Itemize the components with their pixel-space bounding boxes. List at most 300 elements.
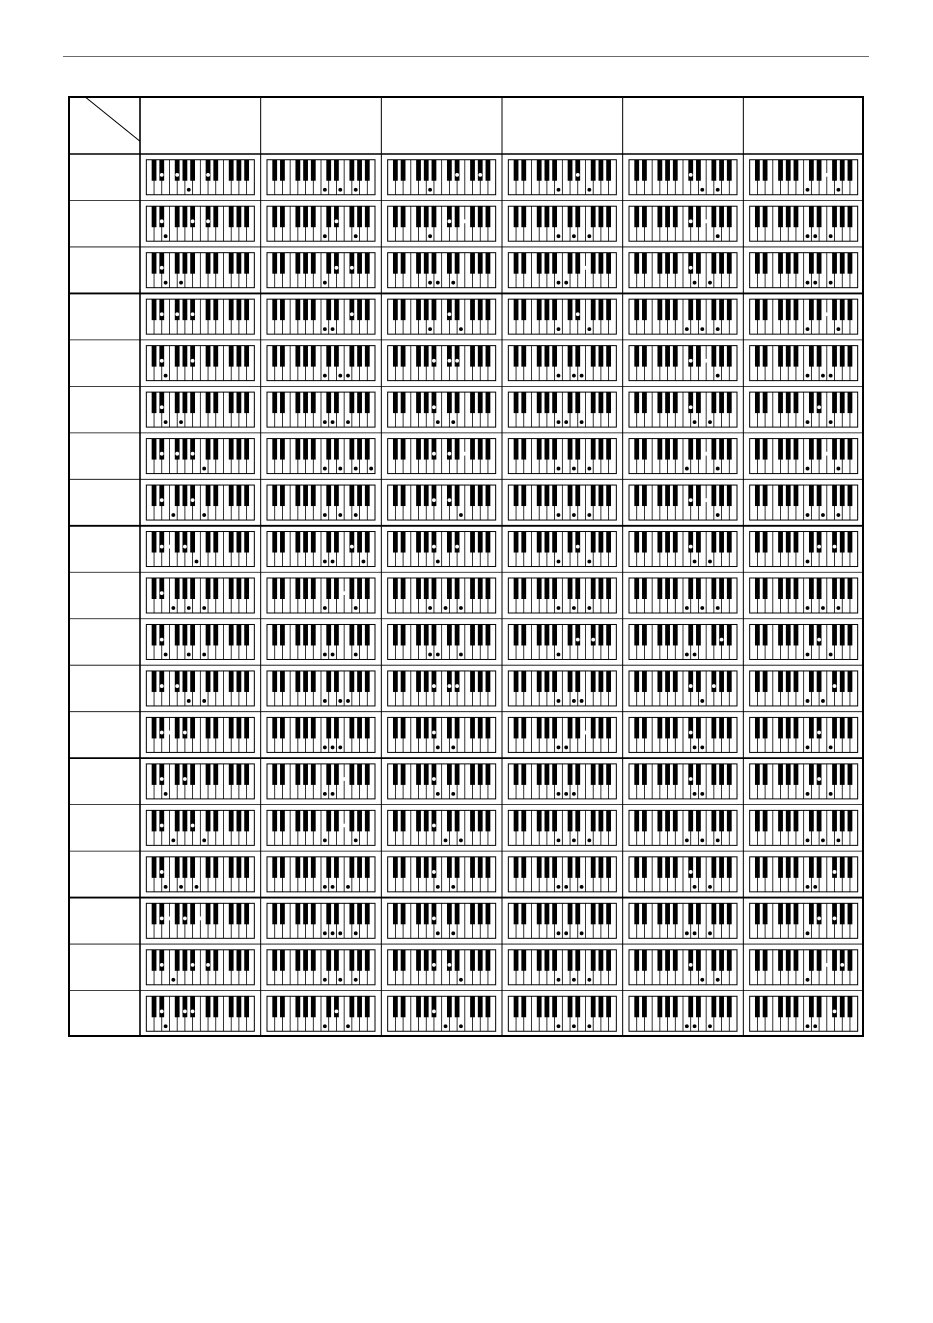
- chord-note-dot: [806, 606, 810, 610]
- black-key: [719, 532, 724, 553]
- chord-note-dot: [459, 606, 463, 610]
- black-key: [817, 950, 822, 971]
- black-key: [244, 253, 249, 274]
- black-key: [432, 857, 437, 878]
- black-key: [848, 392, 853, 413]
- black-key: [334, 439, 339, 460]
- black-key: [568, 206, 573, 227]
- black-key: [237, 392, 242, 413]
- black-key: [229, 717, 234, 738]
- black-key: [447, 392, 452, 413]
- black-key: [159, 857, 164, 878]
- black-key: [470, 392, 475, 413]
- black-key: [432, 717, 437, 738]
- chord-note-dot: [447, 684, 451, 688]
- black-key: [840, 532, 845, 553]
- black-key: [447, 532, 452, 553]
- black-key: [401, 160, 406, 181]
- black-key: [470, 717, 475, 738]
- black-key: [665, 299, 670, 320]
- black-key: [455, 485, 460, 506]
- black-key: [432, 485, 437, 506]
- black-key: [272, 903, 277, 924]
- black-key: [159, 160, 164, 181]
- chord-note-dot: [428, 327, 432, 331]
- black-key: [159, 346, 164, 367]
- black-key: [365, 160, 370, 181]
- black-key: [665, 624, 670, 645]
- chord-note-dot: [564, 792, 568, 796]
- black-key: [545, 578, 550, 599]
- black-key: [393, 485, 398, 506]
- black-key: [696, 810, 701, 831]
- black-key: [545, 624, 550, 645]
- black-key: [486, 160, 491, 181]
- black-key: [206, 392, 211, 413]
- black-key: [711, 532, 716, 553]
- black-key: [237, 671, 242, 692]
- chord-note-dot: [432, 498, 436, 502]
- black-key: [809, 903, 814, 924]
- black-key: [696, 903, 701, 924]
- black-key: [401, 624, 406, 645]
- black-key: [809, 578, 814, 599]
- black-key: [794, 346, 799, 367]
- black-key: [591, 810, 596, 831]
- black-key: [575, 764, 580, 785]
- black-key: [295, 206, 300, 227]
- black-key: [606, 717, 611, 738]
- chord-note-dot: [164, 374, 168, 378]
- black-key: [575, 392, 580, 413]
- black-key: [295, 346, 300, 367]
- black-key: [719, 903, 724, 924]
- black-key: [229, 903, 234, 924]
- chord-note-dot: [323, 746, 327, 750]
- black-key: [591, 624, 596, 645]
- black-key: [688, 253, 693, 274]
- black-key: [809, 810, 814, 831]
- black-key: [229, 299, 234, 320]
- black-key: [183, 671, 188, 692]
- chord-note-dot: [587, 513, 591, 517]
- chord-note-dot: [700, 792, 704, 796]
- black-key: [763, 764, 768, 785]
- black-key: [809, 996, 814, 1017]
- black-key: [206, 996, 211, 1017]
- black-key: [486, 950, 491, 971]
- black-key: [545, 253, 550, 274]
- black-key: [416, 299, 421, 320]
- chord-note-dot: [331, 746, 335, 750]
- black-key: [568, 485, 573, 506]
- black-key: [665, 671, 670, 692]
- black-key: [326, 532, 331, 553]
- black-key: [401, 717, 406, 738]
- black-key: [727, 857, 732, 878]
- black-key: [447, 624, 452, 645]
- black-key: [334, 671, 339, 692]
- black-key: [311, 578, 316, 599]
- chord-note-dot: [354, 838, 358, 842]
- chord-note-dot: [179, 885, 183, 889]
- black-key: [665, 392, 670, 413]
- chord-note-dot: [557, 931, 561, 935]
- black-key: [334, 950, 339, 971]
- black-key: [575, 485, 580, 506]
- black-key: [206, 717, 211, 738]
- black-key: [470, 206, 475, 227]
- black-key: [657, 346, 662, 367]
- black-key: [642, 671, 647, 692]
- chord-note-dot: [432, 824, 436, 828]
- black-key: [606, 532, 611, 553]
- black-key: [568, 160, 573, 181]
- black-key: [272, 485, 277, 506]
- black-key: [763, 299, 768, 320]
- chord-note-dot: [191, 963, 195, 967]
- black-key: [763, 439, 768, 460]
- chord-note-dot: [813, 1024, 817, 1028]
- black-key: [159, 717, 164, 738]
- black-key: [365, 392, 370, 413]
- black-key: [470, 160, 475, 181]
- black-key: [634, 903, 639, 924]
- black-key: [213, 532, 218, 553]
- black-key: [778, 439, 783, 460]
- black-key: [280, 857, 285, 878]
- black-key: [416, 253, 421, 274]
- chord-note-dot: [708, 885, 712, 889]
- black-key: [591, 532, 596, 553]
- black-key: [244, 950, 249, 971]
- black-key: [326, 624, 331, 645]
- black-key: [213, 392, 218, 413]
- black-key: [229, 392, 234, 413]
- black-key: [334, 578, 339, 599]
- chord-note-dot: [716, 374, 720, 378]
- black-key: [673, 439, 678, 460]
- chord-note-dot: [700, 188, 704, 192]
- chord-note-dot: [338, 188, 342, 192]
- black-key: [152, 764, 157, 785]
- black-key: [688, 671, 693, 692]
- black-key: [237, 717, 242, 738]
- black-key: [688, 857, 693, 878]
- black-key: [183, 764, 188, 785]
- black-key: [727, 160, 732, 181]
- chord-note-dot: [432, 405, 436, 409]
- black-key: [657, 253, 662, 274]
- black-key: [393, 671, 398, 692]
- chord-note-dot: [459, 653, 463, 657]
- chord-note-dot: [175, 173, 179, 177]
- black-key: [794, 439, 799, 460]
- black-key: [778, 299, 783, 320]
- black-key: [175, 485, 180, 506]
- black-key: [832, 764, 837, 785]
- black-key: [727, 717, 732, 738]
- black-key: [665, 346, 670, 367]
- black-key: [642, 857, 647, 878]
- chord-note-dot: [557, 234, 561, 238]
- black-key: [634, 950, 639, 971]
- black-key: [552, 950, 557, 971]
- black-key: [568, 346, 573, 367]
- chord-note-dot: [338, 374, 342, 378]
- black-key: [303, 160, 308, 181]
- black-key: [599, 206, 604, 227]
- black-key: [642, 299, 647, 320]
- chord-note-dot: [829, 653, 833, 657]
- corner-diagonal: [84, 96, 140, 141]
- black-key: [175, 578, 180, 599]
- black-key: [599, 950, 604, 971]
- black-key: [817, 439, 822, 460]
- black-key: [401, 996, 406, 1017]
- black-key: [303, 996, 308, 1017]
- black-key: [237, 903, 242, 924]
- black-key: [711, 160, 716, 181]
- black-key: [175, 671, 180, 692]
- black-key: [642, 532, 647, 553]
- black-key: [665, 485, 670, 506]
- chord-note-dot: [444, 1024, 448, 1028]
- black-key: [552, 624, 557, 645]
- chord-note-dot: [806, 560, 810, 564]
- black-key: [817, 160, 822, 181]
- black-key: [365, 485, 370, 506]
- black-key: [272, 299, 277, 320]
- black-key: [755, 532, 760, 553]
- black-key: [778, 857, 783, 878]
- black-key: [152, 439, 157, 460]
- chord-note-dot: [354, 188, 358, 192]
- chord-note-dot: [323, 281, 327, 285]
- chord-note-dot: [817, 638, 821, 642]
- chord-note-dot: [175, 312, 179, 316]
- black-key: [416, 392, 421, 413]
- black-key: [809, 439, 814, 460]
- chord-note-dot: [202, 606, 206, 610]
- black-key: [272, 950, 277, 971]
- black-key: [229, 206, 234, 227]
- black-key: [213, 671, 218, 692]
- black-key: [817, 857, 822, 878]
- black-key: [237, 485, 242, 506]
- black-key: [634, 392, 639, 413]
- black-key: [424, 717, 429, 738]
- chord-note-dot: [572, 513, 576, 517]
- black-key: [272, 253, 277, 274]
- black-key: [763, 717, 768, 738]
- black-key: [447, 717, 452, 738]
- black-key: [432, 532, 437, 553]
- chord-note-dot: [817, 545, 821, 549]
- black-key: [755, 485, 760, 506]
- chord-note-dot: [587, 560, 591, 564]
- chord-note-dot: [451, 792, 455, 796]
- black-key: [521, 624, 526, 645]
- black-key: [575, 206, 580, 227]
- chord-note-dot: [323, 885, 327, 889]
- chord-note-dot: [806, 1024, 810, 1028]
- black-key: [634, 624, 639, 645]
- chord-note-dot: [689, 266, 693, 270]
- black-key: [237, 857, 242, 878]
- chord-note-dot: [451, 885, 455, 889]
- black-key: [152, 996, 157, 1017]
- black-key: [357, 903, 362, 924]
- chord-note-dot: [712, 684, 716, 688]
- black-key: [727, 253, 732, 274]
- chord-note-dot: [323, 931, 327, 935]
- black-key: [591, 346, 596, 367]
- black-key: [416, 996, 421, 1017]
- chord-note-dot: [587, 467, 591, 471]
- black-key: [478, 624, 483, 645]
- black-key: [591, 206, 596, 227]
- chord-note-dot: [817, 731, 821, 735]
- black-key: [311, 950, 316, 971]
- chord-note-dot: [331, 560, 335, 564]
- black-key: [688, 532, 693, 553]
- black-key: [357, 392, 362, 413]
- black-key: [303, 810, 308, 831]
- chord-note-dot: [557, 606, 561, 610]
- black-key: [552, 392, 557, 413]
- black-key: [809, 857, 814, 878]
- chord-note-dot: [323, 188, 327, 192]
- black-key: [778, 160, 783, 181]
- black-key: [794, 717, 799, 738]
- black-key: [401, 857, 406, 878]
- black-key: [229, 624, 234, 645]
- black-key: [244, 346, 249, 367]
- chord-note-dot: [685, 653, 689, 657]
- black-key: [486, 206, 491, 227]
- black-key: [486, 485, 491, 506]
- chord-note-dot: [580, 699, 584, 703]
- black-key: [696, 439, 701, 460]
- black-key: [688, 717, 693, 738]
- black-key: [311, 810, 316, 831]
- chord-note-dot: [576, 638, 580, 642]
- black-key: [755, 439, 760, 460]
- black-key: [642, 160, 647, 181]
- black-key: [280, 253, 285, 274]
- black-key: [665, 950, 670, 971]
- black-key: [606, 392, 611, 413]
- black-key: [237, 206, 242, 227]
- black-key: [280, 578, 285, 599]
- chord-note-dot: [160, 219, 164, 223]
- black-key: [152, 485, 157, 506]
- chord-note-dot: [323, 792, 327, 796]
- chord-note-dot: [708, 1024, 712, 1028]
- black-key: [832, 206, 837, 227]
- black-key: [794, 299, 799, 320]
- chord-note-dot: [572, 838, 576, 842]
- chord-note-dot: [168, 545, 172, 549]
- black-key: [599, 253, 604, 274]
- black-key: [183, 624, 188, 645]
- black-key: [206, 810, 211, 831]
- black-key: [696, 717, 701, 738]
- chord-note-dot: [354, 978, 358, 982]
- black-key: [817, 764, 822, 785]
- black-key: [447, 671, 452, 692]
- black-key: [696, 532, 701, 553]
- black-key: [280, 532, 285, 553]
- black-key: [832, 485, 837, 506]
- black-key: [244, 717, 249, 738]
- black-key: [657, 903, 662, 924]
- black-key: [447, 857, 452, 878]
- black-key: [673, 578, 678, 599]
- black-key: [537, 392, 542, 413]
- black-key: [349, 253, 354, 274]
- black-key: [696, 299, 701, 320]
- black-key: [606, 624, 611, 645]
- black-key: [521, 578, 526, 599]
- black-key: [213, 206, 218, 227]
- black-key: [365, 671, 370, 692]
- chord-note-dot: [557, 513, 561, 517]
- black-key: [357, 950, 362, 971]
- black-key: [634, 810, 639, 831]
- black-key: [486, 810, 491, 831]
- black-key: [334, 299, 339, 320]
- black-key: [401, 392, 406, 413]
- black-key: [665, 903, 670, 924]
- chord-note-dot: [821, 838, 825, 842]
- black-key: [416, 160, 421, 181]
- black-key: [848, 299, 853, 320]
- chord-chart-svg: [68, 96, 864, 1037]
- black-key: [455, 206, 460, 227]
- black-key: [755, 857, 760, 878]
- black-key: [832, 160, 837, 181]
- chord-note-dot: [700, 699, 704, 703]
- black-key: [568, 671, 573, 692]
- chord-note-dot: [160, 777, 164, 781]
- black-key: [349, 439, 354, 460]
- black-key: [832, 299, 837, 320]
- black-key: [244, 299, 249, 320]
- black-key: [272, 392, 277, 413]
- black-key: [311, 299, 316, 320]
- black-key: [545, 392, 550, 413]
- chord-note-dot: [191, 452, 195, 456]
- black-key: [478, 810, 483, 831]
- black-key: [303, 253, 308, 274]
- black-key: [575, 578, 580, 599]
- black-key: [190, 299, 195, 320]
- chord-note-dot: [338, 699, 342, 703]
- black-key: [470, 346, 475, 367]
- black-key: [357, 160, 362, 181]
- black-key: [478, 299, 483, 320]
- black-key: [521, 857, 526, 878]
- black-key: [393, 578, 398, 599]
- black-key: [401, 439, 406, 460]
- black-key: [642, 950, 647, 971]
- black-key: [280, 439, 285, 460]
- black-key: [599, 392, 604, 413]
- chord-note-dot: [704, 452, 708, 456]
- black-key: [280, 717, 285, 738]
